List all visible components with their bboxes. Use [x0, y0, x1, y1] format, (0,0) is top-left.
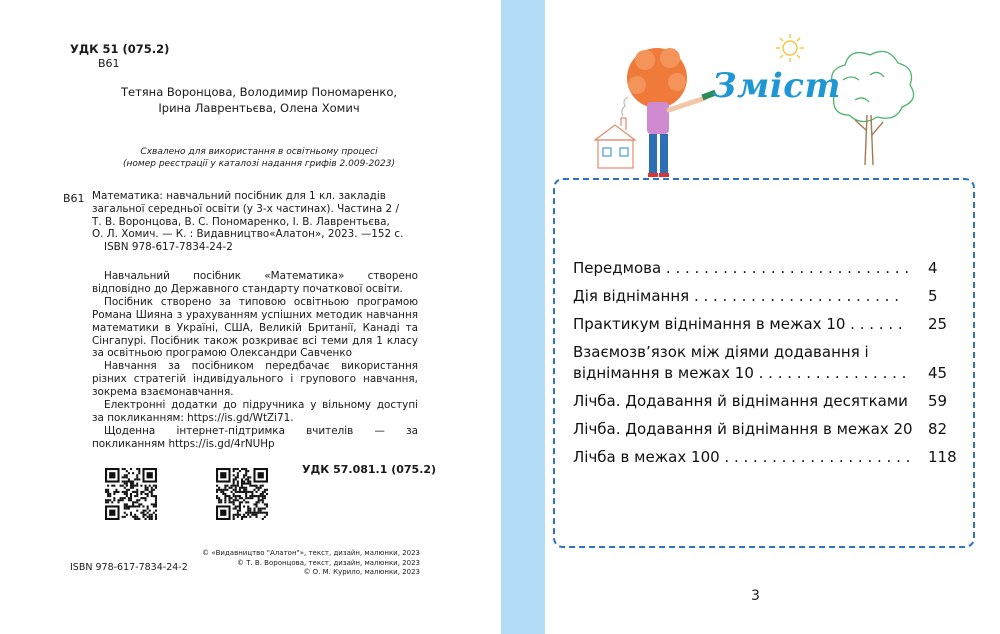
authors-line: Ірина Лаврентьєва, Олена Хомич	[158, 100, 360, 115]
toc-entry-title: Дія віднімання . . . . . . . . . . . . . . . . . . . . . .	[573, 287, 899, 305]
toc-entry-title: Лічба. Додавання й віднімання в межах 20	[573, 420, 913, 438]
qr-code-icon[interactable]	[105, 468, 157, 520]
contents-title: Зміст	[712, 66, 841, 106]
description-paragraph: Навчання за посібником передбачає використання різних стратегій індивідуального і групового навчання, зокрема взаємонавчання.	[92, 360, 418, 399]
table-of-contents	[573, 258, 963, 475]
bib-line: Т. В. Воронцова, В. С. Пономаренко, І. В. Лаврентьєва,	[92, 215, 390, 228]
toc-entry-title: Передмова . . . . . . . . . . . . . . . . . . . . . . . . . .	[573, 259, 910, 277]
page-edge-strip	[501, 0, 545, 634]
description-paragraph: Електронні додатки до підручника у вільному доступі за покликанням: https://is.gd/WtZi71.	[92, 399, 418, 424]
qr-code-icon[interactable]	[216, 468, 268, 520]
house-icon	[595, 97, 635, 168]
toc-entry-title: Практикум віднімання в межах 10 . . . . . .	[573, 315, 903, 333]
toc-entry[interactable]	[573, 286, 963, 307]
copyrights	[180, 549, 420, 578]
toc-entry[interactable]	[573, 447, 963, 468]
toc-entry-page: 25	[928, 315, 948, 333]
description-paragraph: Навчальний посібник «Математика» створено відповідно до Державного стандарту початкової освіти.	[92, 270, 418, 295]
toc-entry[interactable]	[573, 419, 963, 440]
isbn-inline: ISBN 978-617-7834-24-2	[104, 241, 233, 254]
bbk-code: В61	[98, 57, 120, 70]
description-paragraph: Посібник створено за типовою освітньою програмою Романа Шияна з урахуванням успішних методик навчання математики в Україні, США, Великій Британії, Канаді та Сінгапурі. Посібник також розкриває всі теми для 1 класу за освітньою програмою Олександри Савченко	[92, 295, 418, 360]
approval-note	[0, 146, 500, 170]
udk-code: УДК 51 (075.2)	[70, 42, 170, 56]
table-of-contents-box	[553, 178, 975, 548]
toc-entry-title-continued: віднімання в межах 10 . . . . . . . . . . . . . . . .	[573, 364, 907, 382]
tree-icon	[832, 51, 914, 121]
copyright-line: © «Видавництво "Алатон"», текст, дизайн, малюнки, 2023	[202, 549, 420, 557]
description-paragraph: Щоденна інтернет-підтримка вчителів — за покликанням https://is.gd/4rNUHp	[92, 424, 418, 450]
bib-line: загальної середньої освіти (у 3-х частинах). Частина 2 /	[92, 202, 399, 215]
bib-line: О. Л. Хомич. — К. : Видавництво«Алатон», 2023. —152 с.	[92, 228, 404, 241]
approval-line: Схвалено для використання в освітньому процесі	[140, 147, 378, 157]
toc-entry[interactable]	[573, 314, 963, 335]
toc-entry-page: 45	[928, 364, 948, 382]
bbk-side-code: В61	[63, 192, 85, 205]
copyright-line: © Т. В. Воронцова, текст, дизайн, малюнки, 2023	[236, 558, 420, 567]
authors-line: Тетяна Воронцова, Володимир Пономаренко,	[120, 85, 398, 99]
toc-entry-page: 4	[928, 259, 938, 277]
description	[92, 270, 418, 451]
toc-entry-title: Лічба. Додавання й віднімання десятками	[573, 392, 908, 410]
copyright-line: © О. М. Курило, малюнки, 2023	[303, 568, 420, 576]
toc-entry[interactable]	[573, 342, 963, 384]
toc-entry-page: 82	[928, 420, 948, 438]
contents-page	[545, 0, 1000, 634]
toc-entry[interactable]	[573, 258, 963, 279]
toc-entry[interactable]	[573, 391, 963, 412]
isbn: ISBN 978-617-7834-24-2	[70, 562, 188, 573]
toc-entry-title: Лічба в межах 100 . . . . . . . . . . . . . . . . . . . .	[573, 448, 911, 466]
approval-line: (номер реєстрації у каталозі надання грифів 2.009-2023)	[123, 159, 395, 169]
toc-entry-page: 59	[928, 392, 948, 410]
toc-entry-title: Взаємозв’язок між діями додавання і	[573, 343, 869, 361]
bibliographic-record	[92, 190, 418, 254]
page-number: 3	[751, 588, 760, 604]
authors	[0, 85, 500, 116]
udk-bottom: УДК 57.081.1 (075.2)	[302, 463, 437, 476]
toc-entry-page: 118	[928, 448, 957, 466]
bib-line: Математика: навчальний посібник для 1 кл. закладів	[92, 190, 386, 202]
girl-with-marker-illustration	[627, 48, 717, 177]
toc-entry-page: 5	[928, 287, 938, 305]
sun-icon	[776, 34, 804, 62]
